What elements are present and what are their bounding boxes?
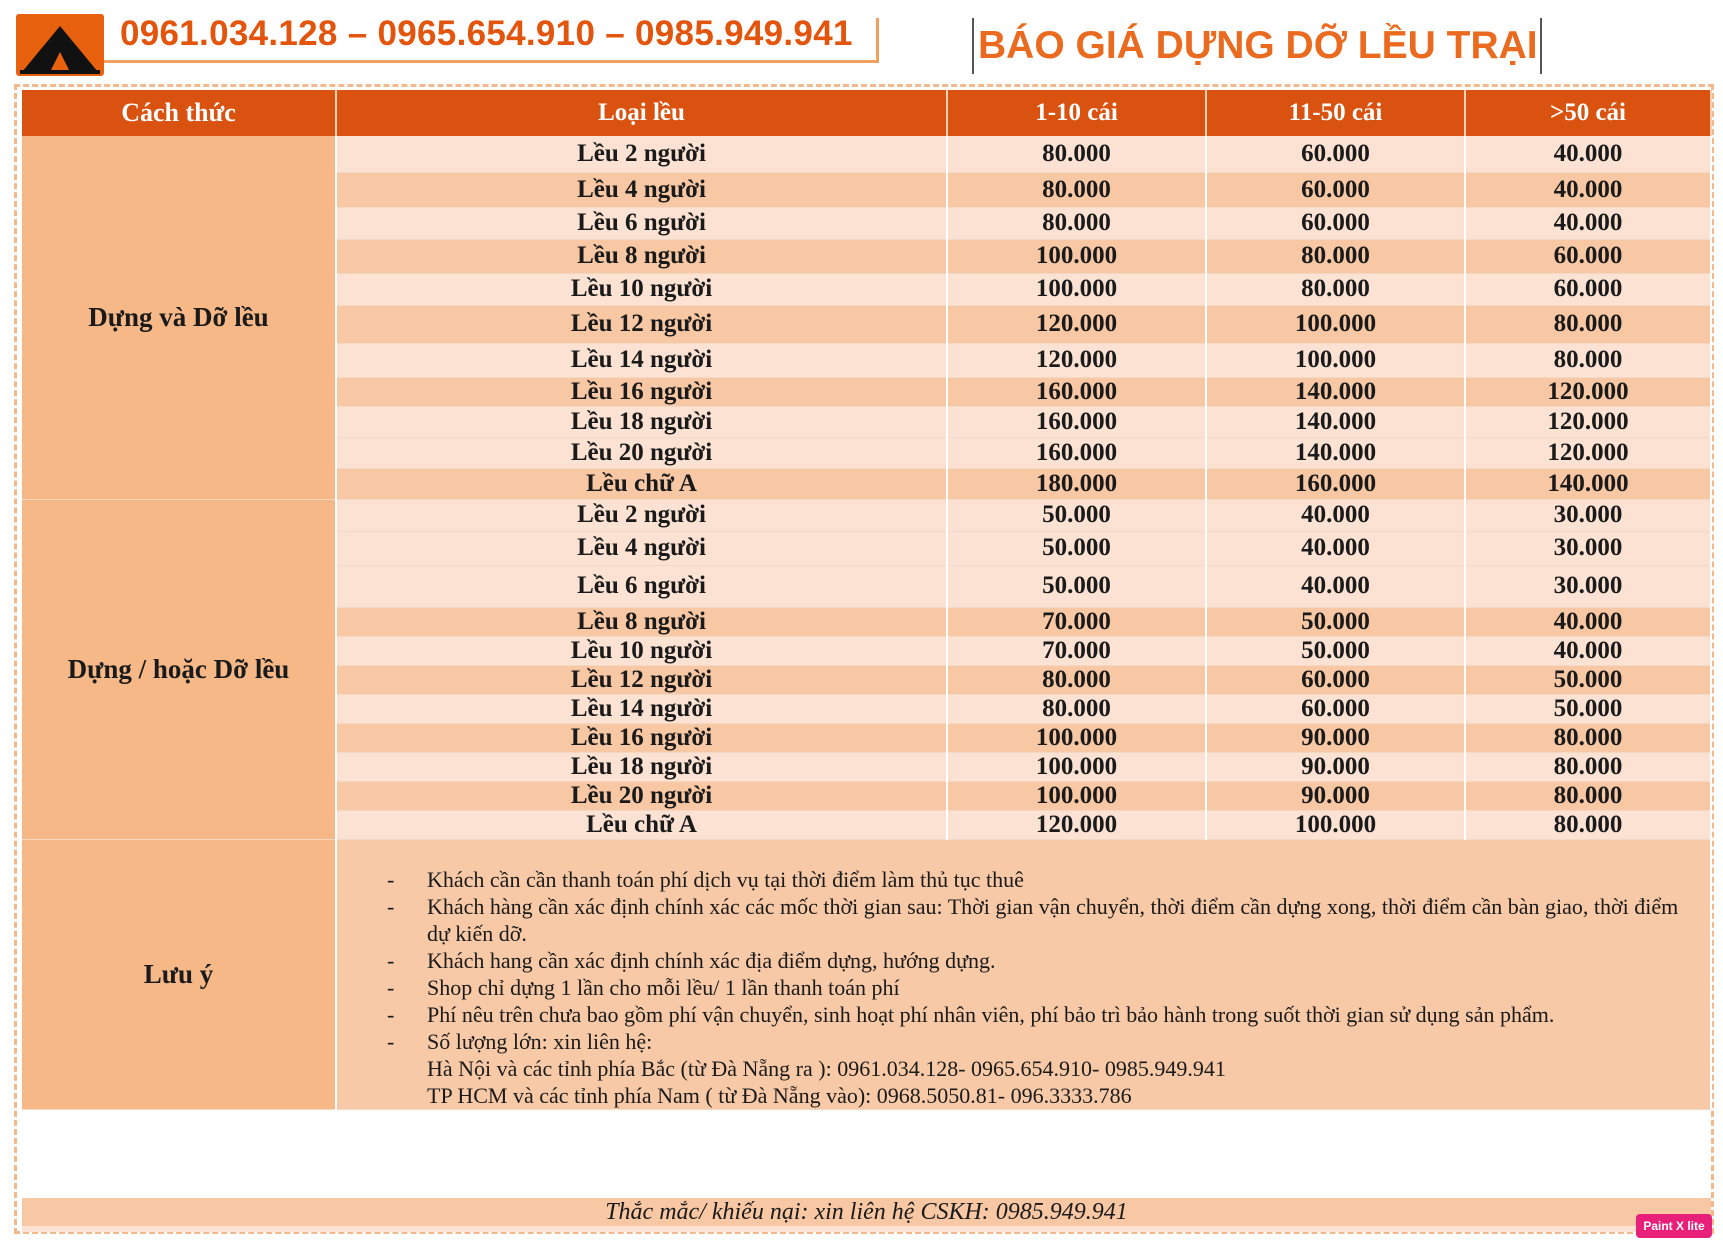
note-text: Khách cần cần thanh toán phí dịch vụ tại thời điểm làm thủ tục thuê — [427, 866, 1024, 892]
tent-type-cell: Lều 18 người — [336, 406, 947, 437]
tent-type-cell: Lều 2 người — [336, 499, 947, 531]
contact-line: Hà Nội và các tỉnh phía Bắc (từ Đà Nẵng ra ): 0961.034.128- 0965.654.910- 0985.949.941 — [427, 1055, 1226, 1081]
notes-content — [336, 839, 1711, 1109]
price-cell-11-50: 40.000 — [1206, 565, 1465, 607]
tent-type-cell: Lều 4 người — [336, 531, 947, 565]
note-bullet: - — [387, 893, 395, 919]
note-text: Số lượng lớn: xin liên hệ: — [427, 1028, 653, 1054]
tent-type-cell: Lều 8 người — [336, 607, 947, 636]
col-header-tent-type: Loại lều — [336, 90, 947, 136]
price-cell-over-50: 40.000 — [1465, 172, 1711, 207]
col-header-method: Cách thức — [22, 90, 336, 136]
price-cell-1-10: 120.000 — [947, 810, 1206, 839]
tent-type-cell: Lều 14 người — [336, 343, 947, 377]
price-cell-over-50: 80.000 — [1465, 343, 1711, 377]
price-cell-1-10: 80.000 — [947, 694, 1206, 723]
tent-type-cell: Lều 6 người — [336, 207, 947, 239]
price-cell-1-10: 100.000 — [947, 273, 1206, 305]
price-cell-1-10: 160.000 — [947, 406, 1206, 437]
price-cell-over-50: 30.000 — [1465, 565, 1711, 607]
price-cell-1-10: 80.000 — [947, 665, 1206, 694]
price-cell-over-50: 80.000 — [1465, 305, 1711, 343]
note-item — [387, 974, 1680, 1001]
price-cell-1-10: 70.000 — [947, 607, 1206, 636]
hotline-numbers: 0961.034.128 – 0965.654.910 – 0985.949.941 — [120, 14, 853, 53]
tent-type-cell: Lều 10 người — [336, 636, 947, 665]
price-table — [22, 90, 1712, 1110]
table-header-row — [22, 90, 1711, 136]
tent-type-cell: Lều 2 người — [336, 136, 947, 172]
price-cell-1-10: 120.000 — [947, 305, 1206, 343]
price-cell-11-50: 40.000 — [1206, 499, 1465, 531]
price-cell-1-10: 100.000 — [947, 723, 1206, 752]
price-cell-1-10: 50.000 — [947, 499, 1206, 531]
table-row — [22, 499, 1711, 531]
price-cell-1-10: 70.000 — [947, 636, 1206, 665]
price-cell-over-50: 80.000 — [1465, 810, 1711, 839]
price-cell-over-50: 60.000 — [1465, 273, 1711, 305]
header-divider — [876, 18, 879, 63]
tent-type-cell: Lều 16 người — [336, 723, 947, 752]
price-cell-11-50: 140.000 — [1206, 406, 1465, 437]
note-item — [387, 893, 1680, 947]
tent-logo-icon — [16, 14, 104, 76]
header-underline — [104, 60, 879, 63]
price-cell-over-50: 120.000 — [1465, 377, 1711, 406]
note-text: Khách hang cần xác định chính xác địa điểm dựng, hướng dựng. — [427, 947, 996, 973]
footer-strip — [22, 1226, 1711, 1232]
price-cell-11-50: 60.000 — [1206, 172, 1465, 207]
tent-type-cell: Lều chữ A — [336, 468, 947, 499]
price-cell-over-50: 140.000 — [1465, 468, 1711, 499]
note-text: Phí nêu trên chưa bao gồm phí vận chuyển, sinh hoạt phí nhân viên, phí bảo trì bảo hành trong suốt thời gian sử dụng sản phẩm. — [427, 1001, 1555, 1027]
tent-type-cell: Lều 16 người — [336, 377, 947, 406]
price-cell-1-10: 180.000 — [947, 468, 1206, 499]
tent-type-cell: Lều 4 người — [336, 172, 947, 207]
note-bullet: - — [387, 1028, 395, 1054]
col-header-qty-over-50: >50 cái — [1465, 90, 1711, 136]
tent-type-cell: Lều 14 người — [336, 694, 947, 723]
price-cell-over-50: 40.000 — [1465, 636, 1711, 665]
tent-type-cell: Lều 20 người — [336, 781, 947, 810]
price-cell-11-50: 60.000 — [1206, 207, 1465, 239]
price-cell-11-50: 90.000 — [1206, 723, 1465, 752]
price-cell-over-50: 60.000 — [1465, 239, 1711, 273]
price-cell-11-50: 40.000 — [1206, 531, 1465, 565]
note-item — [387, 866, 1680, 893]
page-title: BÁO GIÁ DỰNG DỠ LỀU TRẠI — [972, 18, 1542, 74]
price-cell-11-50: 60.000 — [1206, 665, 1465, 694]
logo — [16, 14, 104, 76]
price-cell-11-50: 140.000 — [1206, 437, 1465, 468]
footer-contact: Thắc mắc/ khiếu nại: xin liên hệ CSKH: 0985.949.941 — [22, 1198, 1711, 1226]
tent-type-cell: Lều 12 người — [336, 665, 947, 694]
price-cell-1-10: 80.000 — [947, 207, 1206, 239]
note-bullet: - — [387, 947, 395, 973]
table-row — [22, 136, 1711, 172]
note-item — [387, 1028, 1680, 1055]
price-cell-over-50: 80.000 — [1465, 781, 1711, 810]
tent-type-cell: Lều 8 người — [336, 239, 947, 273]
price-cell-over-50: 40.000 — [1465, 136, 1711, 172]
price-cell-over-50: 30.000 — [1465, 531, 1711, 565]
note-text: Khách hàng cần xác định chính xác các mốc thời gian sau: Thời gian vận chuyển, thời điểm cần dựng xong, thời điểm cần bàn giao, thời điểm dự kiến dỡ. — [427, 893, 1679, 946]
price-cell-11-50: 140.000 — [1206, 377, 1465, 406]
note-item — [387, 1001, 1680, 1028]
price-cell-1-10: 100.000 — [947, 781, 1206, 810]
price-cell-1-10: 100.000 — [947, 752, 1206, 781]
notes-list — [387, 866, 1680, 1109]
tent-type-cell: Lều chữ A — [336, 810, 947, 839]
method-cell: Dựng và Dỡ lều — [22, 136, 336, 499]
price-cell-over-50: 40.000 — [1465, 607, 1711, 636]
price-cell-11-50: 90.000 — [1206, 752, 1465, 781]
note-item — [387, 947, 1680, 974]
price-cell-11-50: 160.000 — [1206, 468, 1465, 499]
note-text: Shop chỉ dựng 1 lần cho mỗi lều/ 1 lần thanh toán phí — [427, 974, 900, 1000]
tent-type-cell: Lều 10 người — [336, 273, 947, 305]
price-cell-11-50: 80.000 — [1206, 239, 1465, 273]
price-cell-over-50: 120.000 — [1465, 437, 1711, 468]
price-cell-11-50: 50.000 — [1206, 636, 1465, 665]
note-bullet: - — [387, 1001, 395, 1027]
note-bullet: - — [387, 974, 395, 1000]
price-cell-1-10: 50.000 — [947, 565, 1206, 607]
notes-label: Lưu ý — [22, 839, 336, 1109]
price-cell-11-50: 50.000 — [1206, 607, 1465, 636]
price-cell-11-50: 90.000 — [1206, 781, 1465, 810]
price-cell-1-10: 120.000 — [947, 343, 1206, 377]
price-cell-over-50: 50.000 — [1465, 665, 1711, 694]
price-cell-11-50: 100.000 — [1206, 305, 1465, 343]
price-cell-1-10: 160.000 — [947, 377, 1206, 406]
contact-line: TP HCM và các tỉnh phía Nam ( từ Đà Nẵng vào): 0968.5050.81- 096.3333.786 — [427, 1082, 1132, 1108]
price-cell-1-10: 50.000 — [947, 531, 1206, 565]
tent-type-cell: Lều 18 người — [336, 752, 947, 781]
price-cell-1-10: 80.000 — [947, 172, 1206, 207]
price-cell-11-50: 60.000 — [1206, 136, 1465, 172]
tent-type-cell: Lều 20 người — [336, 437, 947, 468]
price-cell-11-50: 100.000 — [1206, 810, 1465, 839]
price-cell-over-50: 40.000 — [1465, 207, 1711, 239]
price-cell-1-10: 100.000 — [947, 239, 1206, 273]
note-bullet: - — [387, 866, 395, 892]
price-cell-11-50: 60.000 — [1206, 694, 1465, 723]
tent-type-cell: Lều 12 người — [336, 305, 947, 343]
price-cell-over-50: 30.000 — [1465, 499, 1711, 531]
tent-type-cell: Lều 6 người — [336, 565, 947, 607]
price-cell-11-50: 80.000 — [1206, 273, 1465, 305]
price-cell-1-10: 160.000 — [947, 437, 1206, 468]
price-cell-1-10: 80.000 — [947, 136, 1206, 172]
watermark: Paint X lite — [1636, 1214, 1712, 1238]
price-cell-over-50: 120.000 — [1465, 406, 1711, 437]
price-cell-11-50: 100.000 — [1206, 343, 1465, 377]
price-cell-over-50: 80.000 — [1465, 723, 1711, 752]
price-cell-over-50: 50.000 — [1465, 694, 1711, 723]
notes-row — [22, 839, 1711, 1109]
col-header-qty-1-10: 1-10 cái — [947, 90, 1206, 136]
col-header-qty-11-50: 11-50 cái — [1206, 90, 1465, 136]
method-cell: Dựng / hoặc Dỡ lều — [22, 499, 336, 839]
price-cell-over-50: 80.000 — [1465, 752, 1711, 781]
